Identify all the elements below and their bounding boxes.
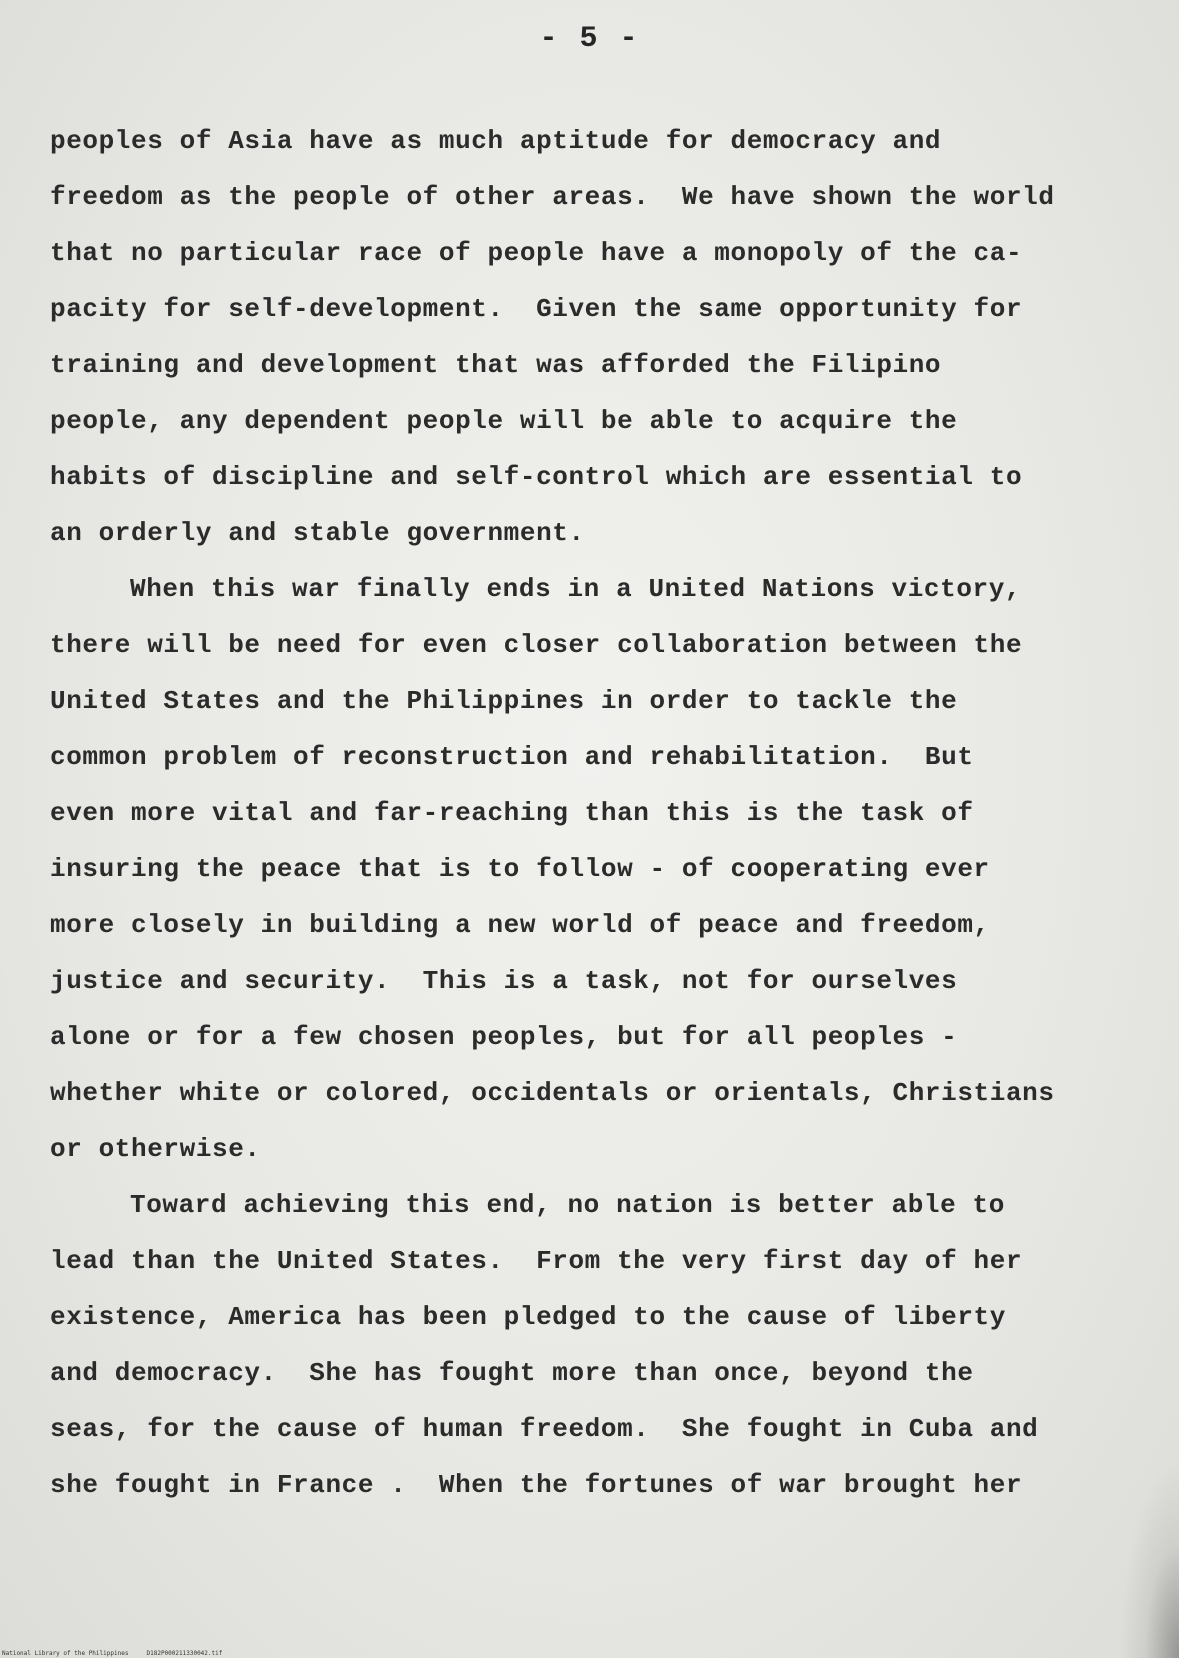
- text-line: habits of discipline and self-control which are essential to: [50, 462, 1023, 492]
- text-line: people, any dependent people will be able to acquire the: [50, 406, 958, 436]
- text-line: freedom as the people of other areas. We have shown the world: [50, 182, 1055, 212]
- text-line: United States and the Philippines in order to tackle the: [50, 686, 958, 716]
- body-text: [50, 113, 1150, 1513]
- text-line: whether white or colored, occidentals or orientals, Christians: [50, 1078, 1055, 1108]
- text-line: common problem of reconstruction and rehabilitation. But: [50, 742, 974, 772]
- text-line: insuring the peace that is to follow - of cooperating ever: [50, 854, 990, 884]
- text-line: or otherwise.: [50, 1134, 261, 1164]
- text-line: training and development that was afforded the Filipino: [50, 350, 942, 380]
- text-line: seas, for the cause of human freedom. She fought in Cuba and: [50, 1414, 1039, 1444]
- text-line: alone or for a few chosen peoples, but for all peoples -: [50, 1022, 958, 1052]
- text-line: peoples of Asia have as much aptitude for democracy and: [50, 126, 942, 156]
- text-line: and democracy. She has fought more than once, beyond the: [50, 1358, 974, 1388]
- scan-footer-caption: National Library of the Philippines D182P000211330042.tif: [2, 1650, 223, 1657]
- text-line: even more vital and far-reaching than this is the task of: [50, 798, 974, 828]
- text-line: more closely in building a new world of peace and freedom,: [50, 910, 990, 940]
- paragraph-start-line: Toward achieving this end, no nation is better able to: [130, 1190, 1005, 1220]
- text-line: justice and security. This is a task, not for ourselves: [50, 966, 958, 996]
- text-line: there will be need for even closer collaboration between the: [50, 630, 1023, 660]
- text-line: that no particular race of people have a monopoly of the ca-: [50, 238, 1023, 268]
- text-line: an orderly and stable government.: [50, 518, 585, 548]
- page-number: - 5 -: [539, 22, 640, 56]
- paragraph-start-line: When this war finally ends in a United Nations victory,: [130, 574, 1022, 604]
- text-line: lead than the United States. From the very first day of her: [50, 1246, 1023, 1276]
- text-line: she fought in France . When the fortunes of war brought her: [50, 1470, 1023, 1500]
- text-line: pacity for self-development. Given the same opportunity for: [50, 294, 1023, 324]
- text-line: existence, America has been pledged to the cause of liberty: [50, 1302, 1006, 1332]
- scan-smudge: [1119, 1458, 1179, 1658]
